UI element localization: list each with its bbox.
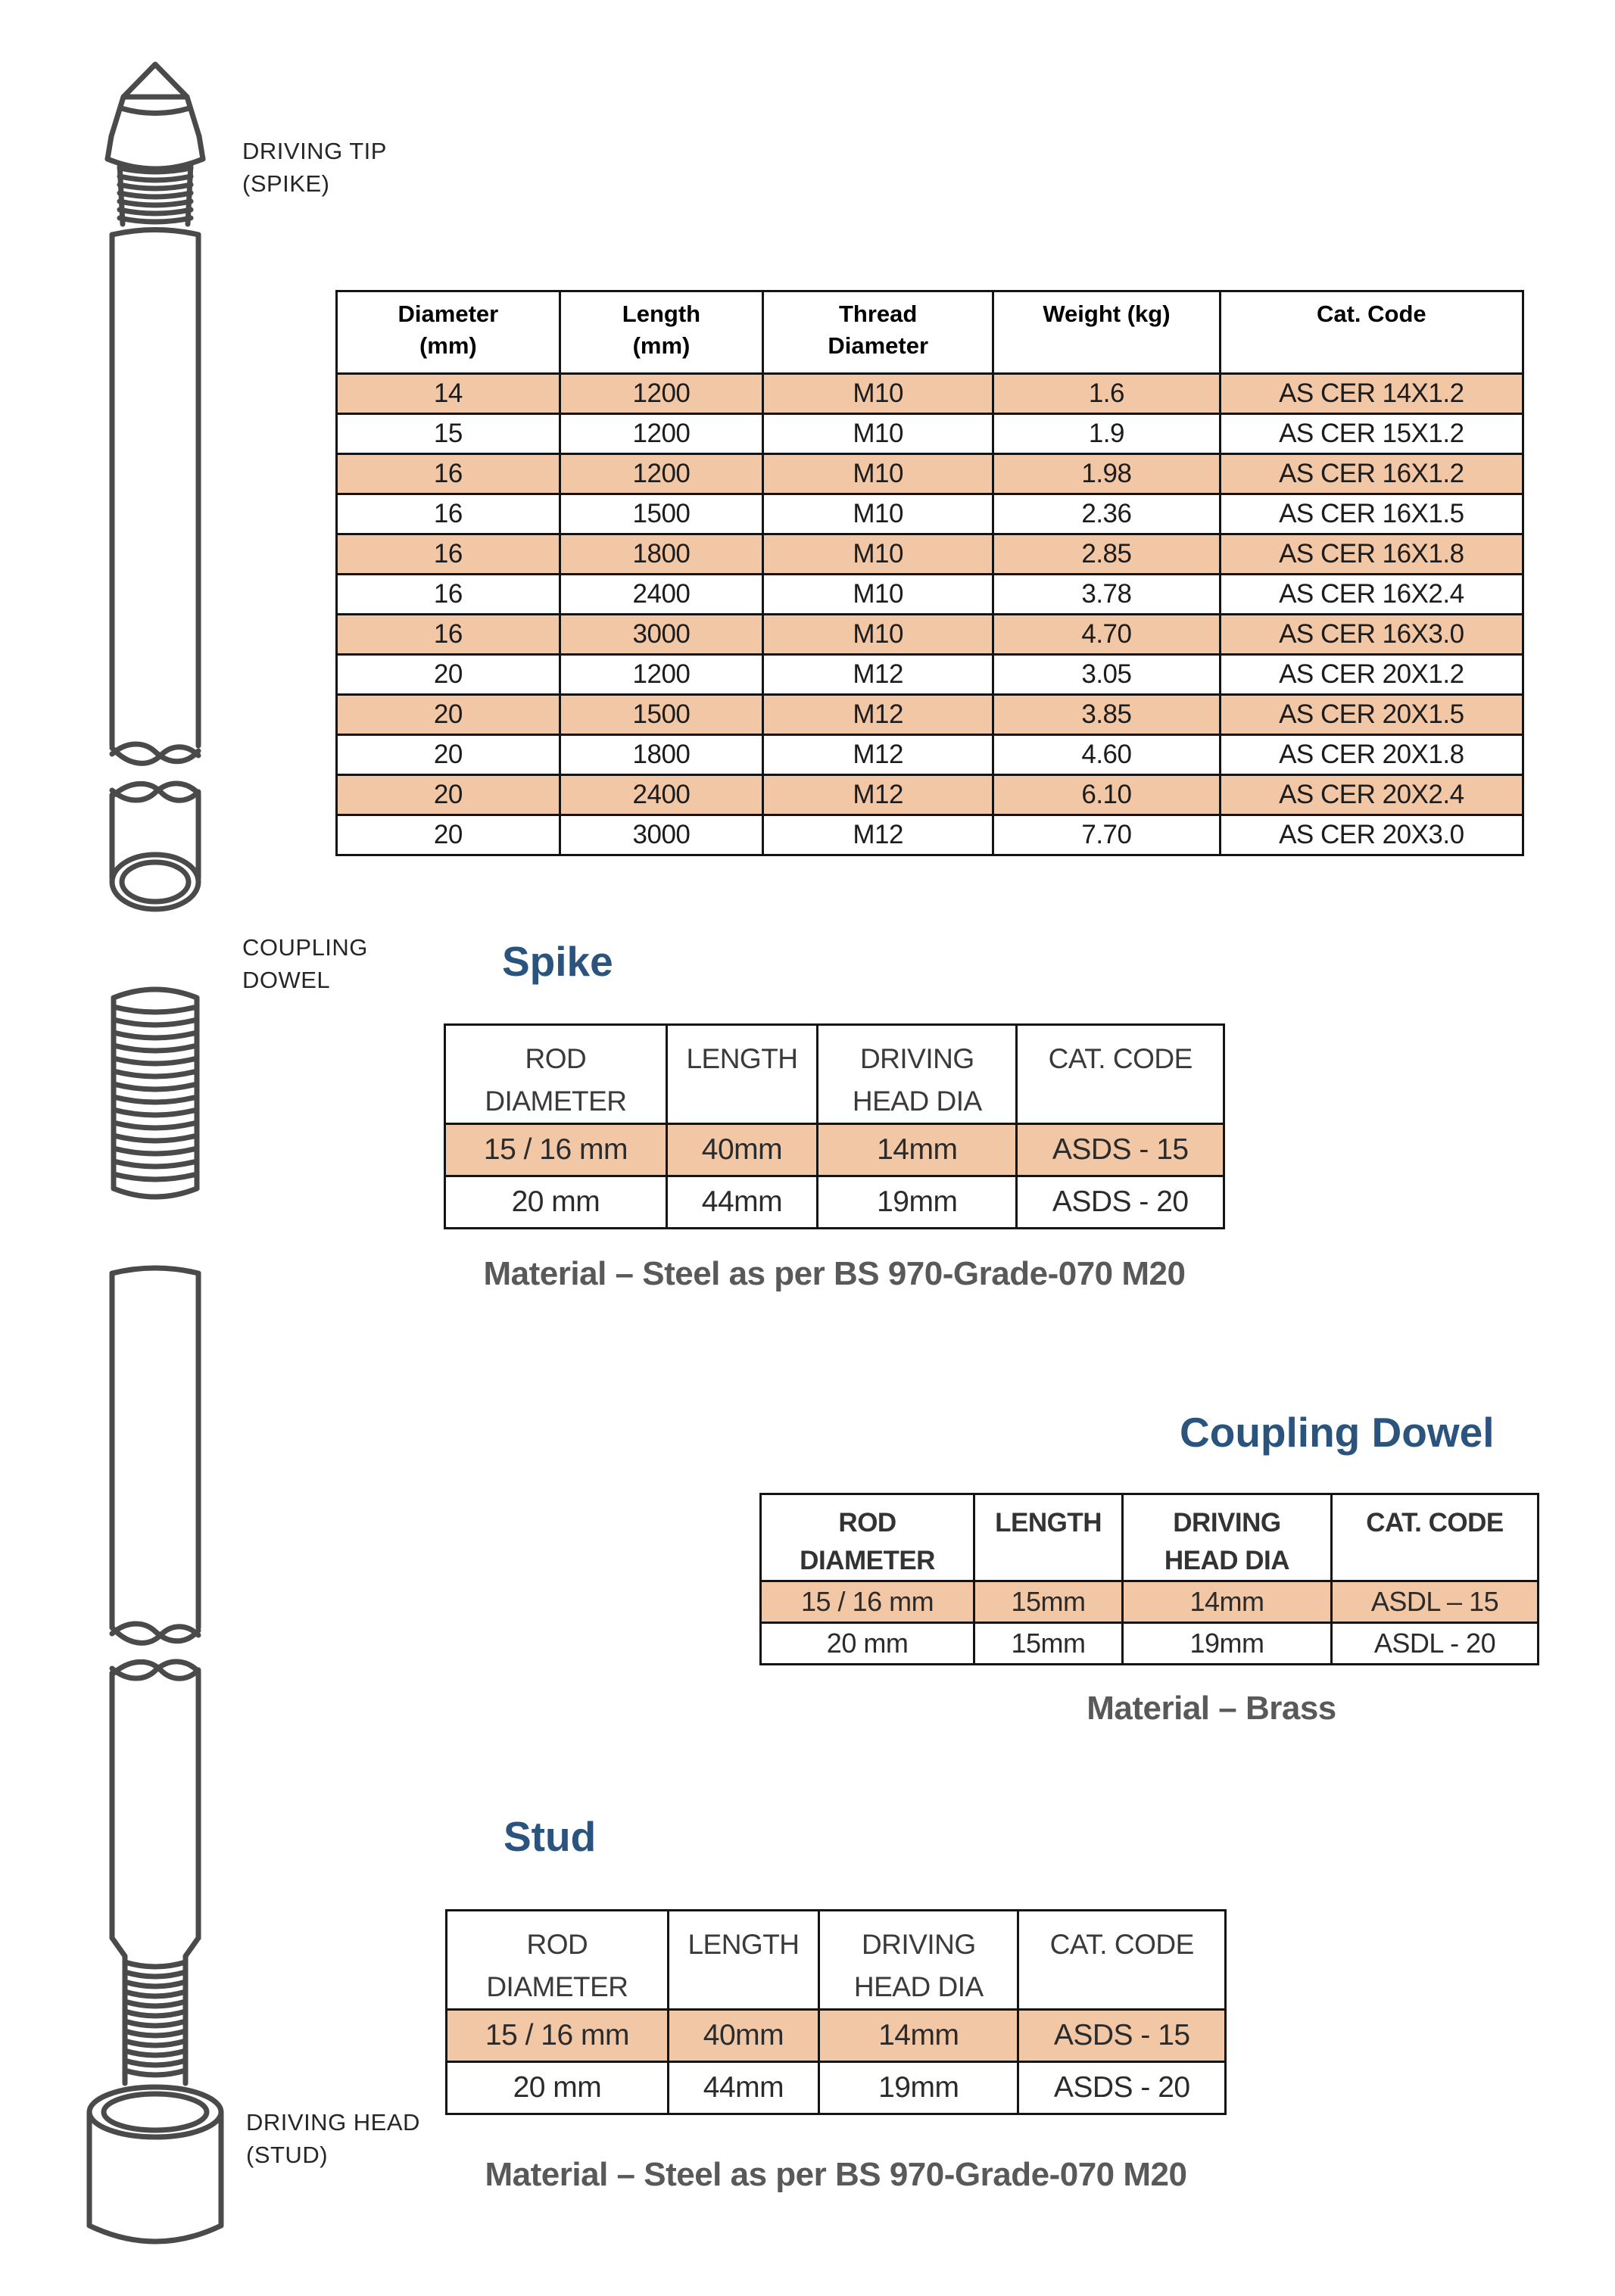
cell: AS CER 14X1.2 <box>1220 374 1523 414</box>
column-header: Diameter (mm) <box>337 291 560 374</box>
cell: 44mm <box>666 1176 817 1229</box>
cell: ASDS - 20 <box>1017 1176 1224 1229</box>
cell: 20 <box>337 655 560 695</box>
table-row <box>761 1623 1539 1665</box>
coupling-dowel-drawing <box>114 989 197 1197</box>
cell: AS CER 16X1.5 <box>1220 494 1523 534</box>
cell: M10 <box>763 615 993 655</box>
cell: 19mm <box>1122 1623 1331 1665</box>
cell: 19mm <box>818 1176 1017 1229</box>
cell: 20 <box>337 775 560 815</box>
driving-head-drawing <box>89 2087 221 2241</box>
header-row <box>445 1025 1224 1124</box>
table-row <box>445 1124 1224 1176</box>
table-row <box>337 454 1523 494</box>
column-header: DRIVING HEAD DIA <box>819 1911 1018 2010</box>
cell: 1.6 <box>993 374 1220 414</box>
stud-table <box>445 1909 1227 2115</box>
cell: 16 <box>337 454 560 494</box>
column-header: CAT. CODE <box>1017 1025 1224 1124</box>
cell: AS CER 20X1.8 <box>1220 735 1523 775</box>
table-row <box>447 2062 1226 2114</box>
cell: M12 <box>763 695 993 735</box>
cell: 16 <box>337 575 560 615</box>
spike-material-note: Material – Steel as per BS 970-Grade-070 M20 <box>483 1255 1186 1292</box>
driving-tip-label-line2: (SPIKE) <box>242 170 330 197</box>
table-row <box>447 2010 1226 2062</box>
column-header: Cat. Code <box>1220 291 1523 374</box>
table-row <box>445 1176 1224 1229</box>
cell: AS CER 20X1.2 <box>1220 655 1523 695</box>
column-header: ROD DIAMETER <box>761 1494 974 1581</box>
header-row <box>337 291 1523 374</box>
cell: 1500 <box>560 695 762 735</box>
cell: 14mm <box>818 1124 1017 1176</box>
cell: 15 / 16 mm <box>447 2010 669 2062</box>
cell: ASDS - 20 <box>1018 2062 1226 2114</box>
driving-tip-label <box>242 135 387 200</box>
rod-shaft-drawing <box>112 230 198 910</box>
table-row <box>337 655 1523 695</box>
table-row <box>337 534 1523 575</box>
cell: M12 <box>763 815 993 855</box>
column-header: CAT. CODE <box>1331 1494 1538 1581</box>
coupling-dowel-table <box>759 1493 1539 1665</box>
coupling-dowel-label-line1: COUPLING <box>242 934 368 961</box>
column-header: DRIVING HEAD DIA <box>818 1025 1017 1124</box>
spike-table <box>444 1023 1225 1229</box>
coupling-dowel-section-title: Coupling Dowel <box>1180 1409 1495 1456</box>
cell: 19mm <box>819 2062 1018 2114</box>
cell: 15mm <box>974 1581 1123 1623</box>
cell: AS CER 16X1.2 <box>1220 454 1523 494</box>
cell: 2.85 <box>993 534 1220 575</box>
cell: AS CER 20X1.5 <box>1220 695 1523 735</box>
cell: 20 <box>337 695 560 735</box>
cell: 1200 <box>560 374 762 414</box>
cell: ASDS - 15 <box>1018 2010 1226 2062</box>
table-row <box>337 695 1523 735</box>
cell: 16 <box>337 494 560 534</box>
cell: 1800 <box>560 534 762 575</box>
coupling-dowel-label-line2: DOWEL <box>242 967 331 993</box>
column-header: ROD DIAMETER <box>447 1911 669 2010</box>
cell: 4.70 <box>993 615 1220 655</box>
cell: 40mm <box>666 1124 817 1176</box>
cell: M10 <box>763 374 993 414</box>
cell: M10 <box>763 494 993 534</box>
table-row <box>337 735 1523 775</box>
coupling-dowel-material-note: Material – Brass <box>1087 1690 1336 1727</box>
cell: AS CER 16X3.0 <box>1220 615 1523 655</box>
cell: ASDL - 20 <box>1331 1623 1538 1665</box>
column-header: DRIVING HEAD DIA <box>1122 1494 1331 1581</box>
table-row <box>337 414 1523 454</box>
cell: 3.78 <box>993 575 1220 615</box>
cell: 40mm <box>668 2010 818 2062</box>
column-header: LENGTH <box>668 1911 818 2010</box>
driving-head-label-line2: (STUD) <box>246 2142 329 2168</box>
cell: 3000 <box>560 815 762 855</box>
cell: 15 / 16 mm <box>761 1581 974 1623</box>
cell: 14 <box>337 374 560 414</box>
cell: 3.05 <box>993 655 1220 695</box>
table-row <box>337 815 1523 855</box>
cell: AS CER 20X2.4 <box>1220 775 1523 815</box>
column-header: LENGTH <box>666 1025 817 1124</box>
cell: AS CER 20X3.0 <box>1220 815 1523 855</box>
cell: AS CER 15X1.2 <box>1220 414 1523 454</box>
column-header: ROD DIAMETER <box>445 1025 667 1124</box>
cell: 3000 <box>560 615 762 655</box>
header-row <box>761 1494 1539 1581</box>
cell: 20 <box>337 815 560 855</box>
driving-head-label-line1: DRIVING HEAD <box>246 2109 420 2136</box>
cell: 6.10 <box>993 775 1220 815</box>
cell: 16 <box>337 615 560 655</box>
cell: 2400 <box>560 775 762 815</box>
cell: 20 <box>337 735 560 775</box>
column-header: Thread Diameter <box>763 291 993 374</box>
driving-tip-drawing <box>108 64 203 224</box>
table-row <box>337 575 1523 615</box>
cell: 20 mm <box>445 1176 667 1229</box>
cell: M12 <box>763 735 993 775</box>
cell: 1800 <box>560 735 762 775</box>
cell: 7.70 <box>993 815 1220 855</box>
cell: M10 <box>763 534 993 575</box>
cell: 1500 <box>560 494 762 534</box>
cell: 44mm <box>668 2062 818 2114</box>
coupling-dowel-label <box>242 931 368 996</box>
cell: 20 mm <box>761 1623 974 1665</box>
cell: 3.85 <box>993 695 1220 735</box>
column-header: Weight (kg) <box>993 291 1220 374</box>
header-row <box>447 1911 1226 2010</box>
cell: M10 <box>763 575 993 615</box>
cell: 1.98 <box>993 454 1220 494</box>
cell: 15 <box>337 414 560 454</box>
cell: 2400 <box>560 575 762 615</box>
cell: 14mm <box>1122 1581 1331 1623</box>
cell: 1200 <box>560 454 762 494</box>
column-header: Length (mm) <box>560 291 762 374</box>
cell: ASDL – 15 <box>1331 1581 1538 1623</box>
driving-tip-label-line1: DRIVING TIP <box>242 138 387 164</box>
table-row <box>337 775 1523 815</box>
lower-rod-shaft-drawing <box>112 1268 198 2083</box>
spike-section-title: Spike <box>502 938 613 985</box>
cell: 1.9 <box>993 414 1220 454</box>
cell: ASDS - 15 <box>1017 1124 1224 1176</box>
cell: 15 / 16 mm <box>445 1124 667 1176</box>
table-row <box>337 374 1523 414</box>
cell: M10 <box>763 414 993 454</box>
rod-spec-table <box>335 290 1524 856</box>
stud-material-note: Material – Steel as per BS 970-Grade-070 M20 <box>485 2156 1187 2193</box>
cell: M12 <box>763 775 993 815</box>
stud-section-title: Stud <box>504 1813 597 1860</box>
driving-head-label <box>246 2106 420 2171</box>
cell: M10 <box>763 454 993 494</box>
cell: AS CER 16X2.4 <box>1220 575 1523 615</box>
cell: 15mm <box>974 1623 1123 1665</box>
cell: 16 <box>337 534 560 575</box>
column-header: CAT. CODE <box>1018 1911 1226 2010</box>
column-header: LENGTH <box>974 1494 1123 1581</box>
cell: M12 <box>763 655 993 695</box>
table-row <box>337 494 1523 534</box>
cell: 1200 <box>560 655 762 695</box>
cell: AS CER 16X1.8 <box>1220 534 1523 575</box>
cell: 4.60 <box>993 735 1220 775</box>
table-row <box>761 1581 1539 1623</box>
cell: 1200 <box>560 414 762 454</box>
cell: 20 mm <box>447 2062 669 2114</box>
cell: 14mm <box>819 2010 1018 2062</box>
table-row <box>337 615 1523 655</box>
cell: 2.36 <box>993 494 1220 534</box>
